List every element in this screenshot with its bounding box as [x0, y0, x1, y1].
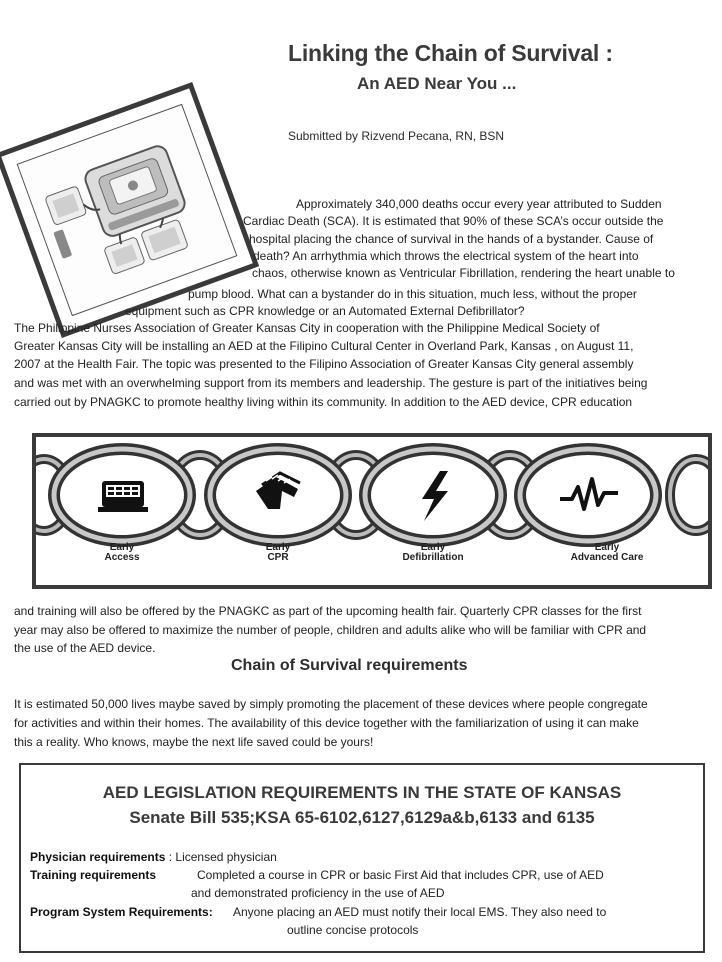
program-label-row	[30, 905, 213, 919]
continued-line: year may also be offered to maximize the number of people, children and adults alike who will be familiar with CPR and	[14, 623, 647, 637]
physician-label: Physician requirements	[30, 850, 166, 864]
program-value-2: outline concise protocols	[287, 923, 419, 937]
intro-line: death? An arrhythmia which throws the electrical system of the heart into	[253, 249, 639, 263]
physician-value: : Licensed physician	[165, 850, 277, 864]
intro-line: equipment such as CPR knowledge or an Automated External Defibrillator?	[125, 304, 525, 318]
training-label-row	[30, 868, 156, 882]
chain-of-survival-graphic	[32, 433, 712, 589]
chain-label-cpr: Early CPR	[265, 542, 291, 563]
closing-line: this a reality. Who knows, maybe the next life saved could be yours!	[14, 735, 374, 749]
intro-line: Approximately 340,000 deaths occur every year attributed to Sudden	[296, 197, 662, 211]
program-value-1: Anyone placing an AED must notify their local EMS. They also need to	[233, 905, 607, 919]
closing-line: for activities and within their homes. The availability of this device together with the familiarization of using it can make	[14, 716, 639, 730]
body-line: The Philippine Nurses Association of Greater Kansas City in cooperation with the Philippine Medical Society of	[14, 321, 600, 335]
body-line: carried out by PNAGKC to promote healthy living within its community. In addition to the AED device, CPR education	[14, 395, 633, 409]
body-line: Greater Kansas City will be installing an AED at the Filipino Cultural Center in Overland Park, Kansas , on August 11,	[14, 339, 634, 353]
legislation-box	[19, 763, 705, 953]
section-heading: Chain of Survival requirements	[231, 657, 468, 674]
intro-line: Cardiac Death (SCA). It is estimated that 90% of these SCA’s occur outside the	[243, 214, 664, 228]
physician-requirements	[30, 850, 277, 864]
training-value-1: Completed a course in CPR or basic First Aid that includes CPR, use of AED	[197, 868, 604, 882]
aed-device-image	[17, 104, 238, 316]
author-byline: Submitted by Rizvend Pecana, RN, BSN	[288, 129, 505, 143]
legislation-subtitle: Senate Bill 535;KSA 65-6102,6127,6129a&b,6133 and 6135	[129, 808, 595, 827]
body-line: and was met with an overwhelming support from its members and leadership. The gesture is part of the initiatives being	[14, 376, 648, 390]
continued-line: the use of the AED device.	[14, 641, 156, 655]
training-label: Training requirements	[30, 868, 157, 882]
program-label: Program System Requirements:	[30, 905, 213, 919]
chain-label-defibrillation: Early Defibrillation	[402, 542, 464, 563]
training-value-2: and demonstrated proficiency in the use of AED	[191, 886, 445, 900]
page-title: Linking the Chain of Survival :	[288, 40, 613, 66]
body-line: 2007 at the Health Fair. The topic was presented to the Filipino Association of Greater Kansas City general assembly	[14, 357, 634, 371]
intro-line: hospital placing the chance of survival in the hands of a bystander. Cause of	[249, 232, 654, 246]
intro-line: chaos, otherwise known as Ventricular Fibrillation, rendering the heart unable to	[252, 266, 675, 280]
legislation-title: AED LEGISLATION REQUIREMENTS IN THE STATE OF KANSAS	[102, 783, 622, 802]
page-subtitle: An AED Near You ...	[357, 74, 517, 93]
chain-label-advanced-care: Early Advanced Care	[570, 542, 644, 563]
chain-label-access: Early Access	[104, 542, 140, 563]
intro-line: pump blood. What can a bystander do in this situation, much less, without the proper	[188, 287, 637, 301]
phone-icon	[98, 481, 148, 512]
continued-line: and training will also be offered by the PNAGKC as part of the upcoming health fair. Quarterly CPR classes for the first	[14, 604, 642, 618]
closing-line: It is estimated 50,000 lives maybe saved by simply promoting the placement of these devices where people congregate	[14, 697, 648, 711]
